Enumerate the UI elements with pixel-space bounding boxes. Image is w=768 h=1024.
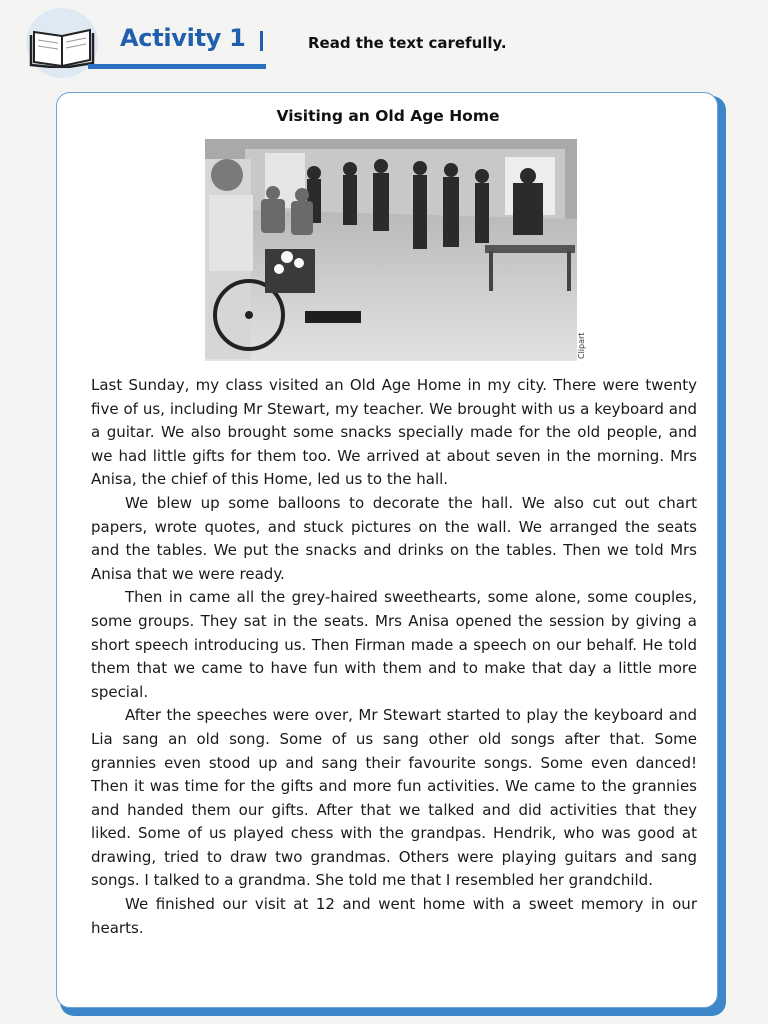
article-body — [91, 374, 697, 940]
paragraph: We finished our visit at 12 and went home with a sweet memory in our hearts. — [91, 895, 697, 937]
activity-instruction: Read the text carefully. — [308, 34, 507, 52]
paragraph: We blew up some balloons to decorate the hall. We also cut out chart papers, wrote quotes, and stuck pictures on the wall. We arranged the seats and the tables. We put the snacks and drinks on the tables. Then we told Mrs Anisa that we were ready. — [91, 493, 697, 583]
article-title: Visiting an Old Age Home — [276, 107, 500, 125]
activity-label: Activity 1 — [120, 24, 246, 52]
reading-card — [56, 92, 718, 1008]
photo-illustration — [205, 139, 577, 361]
photo-credit: Clipart — [577, 332, 586, 359]
activity-divider — [260, 31, 263, 51]
header-underline — [88, 64, 266, 69]
paragraph: After the speeches were over, Mr Stewart started to play the keyboard and Lia sang an old song. Some of us sang other old songs after that. Some grannies even stood up and sang their favourite songs. Some even danced! Then it was time for the gifts and more fun activities. We came to the grannies and handed them our gifts. After that we talked and did activities that they liked. Some of us played chess with the grandpas. Hendrik, who was good at drawing, tried to draw two grandmas. Others were playing guitars and sang songs. I talked to a grandma. She told me that I resembled her grandchild. — [91, 706, 697, 890]
paragraph: Then in came all the grey-haired sweethearts, some alone, some couples, some groups. They sat in the seats. Mrs Anisa opened the session by giving a short speech introducing us. Then Firman made a speech on our behalf. He told them that we came to have fun with them and to make that day a little more special. — [91, 588, 697, 701]
activity-header — [0, 0, 768, 86]
paragraph: Last Sunday, my class visited an Old Age Home in my city. There were twenty five of us, including Mr Stewart, my teacher. We brought with us a keyboard and a guitar. We also brought some snacks specially made for the old people, and we had little gifts for them too. We arrived at about seven in the morning. Mrs Anisa, the chief of this Home, led us to the hall. — [91, 376, 697, 489]
old-age-home-photo — [205, 139, 577, 361]
